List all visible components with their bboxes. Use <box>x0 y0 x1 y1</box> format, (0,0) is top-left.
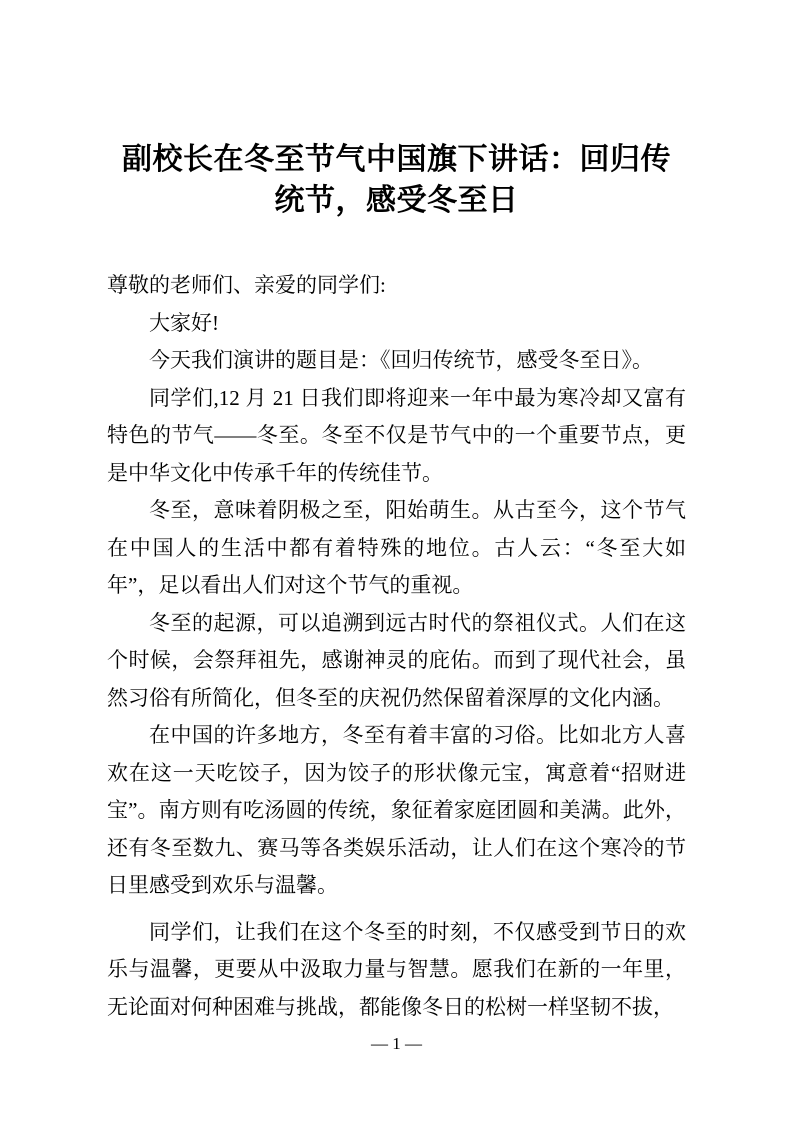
paragraph-greeting: 大家好! <box>149 310 219 335</box>
page-footer <box>0 1034 793 1054</box>
salutation-line: 尊敬的老师们、亲爱的同学们: <box>107 273 386 297</box>
document-body <box>107 267 686 1026</box>
paragraph-intro: 同学们,12 月 21 日我们即将迎来一年中最为寒冷却又富有特色的节气——冬至。冬至不仅是节气中的一个重要节点，更是中华文化中传承千年的传统佳节。 <box>107 385 686 485</box>
paragraph-meaning: 冬至，意味着阴极之至，阳始萌生。从古至今，这个节气在中国人的生活中都有着特殊的地位。古人云：“冬至大如年”，足以看出人们对这个节气的重视。 <box>107 498 686 597</box>
paragraph-topic: 今天我们演讲的题目是：《回归传统节，感受冬至日》。 <box>149 348 653 372</box>
paragraph-origin: 冬至的起源，可以追溯到远古时代的祭祖仪式。人们在这个时候，会祭拜祖先，感谢神灵的庇佑。而到了现代社会，虽然习俗有所简化，但冬至的庆祝仍然保留着深厚的文化内涵。 <box>107 610 686 710</box>
paragraph-customs: 在中国的许多地方，冬至有着丰富的习俗。比如北方人喜欢在这一天吃饺子，因为饺子的形状像元宝，寓意着“招财进宝”。南方则有吃汤圆的传统，象征着家庭团圆和美满。此外，还有冬至数九、赛马等各类娱乐活动，让人们在这个寒冷的节日里感受到欢乐与温馨。 <box>107 723 686 897</box>
paragraph-closing: 同学们，让我们在这个冬至的时刻，不仅感受到节日的欢乐与温馨，更要从中汲取力量与智慧。愿我们在新的一年里，无论面对何种困难与挑战，都能像冬日的松树一样坚韧不拔， <box>107 919 686 1019</box>
document-title: 副校长在冬至节气中国旗下讲话：回归传统节，感受冬至日 <box>122 143 671 217</box>
page-number: — 1 — <box>371 1034 422 1053</box>
